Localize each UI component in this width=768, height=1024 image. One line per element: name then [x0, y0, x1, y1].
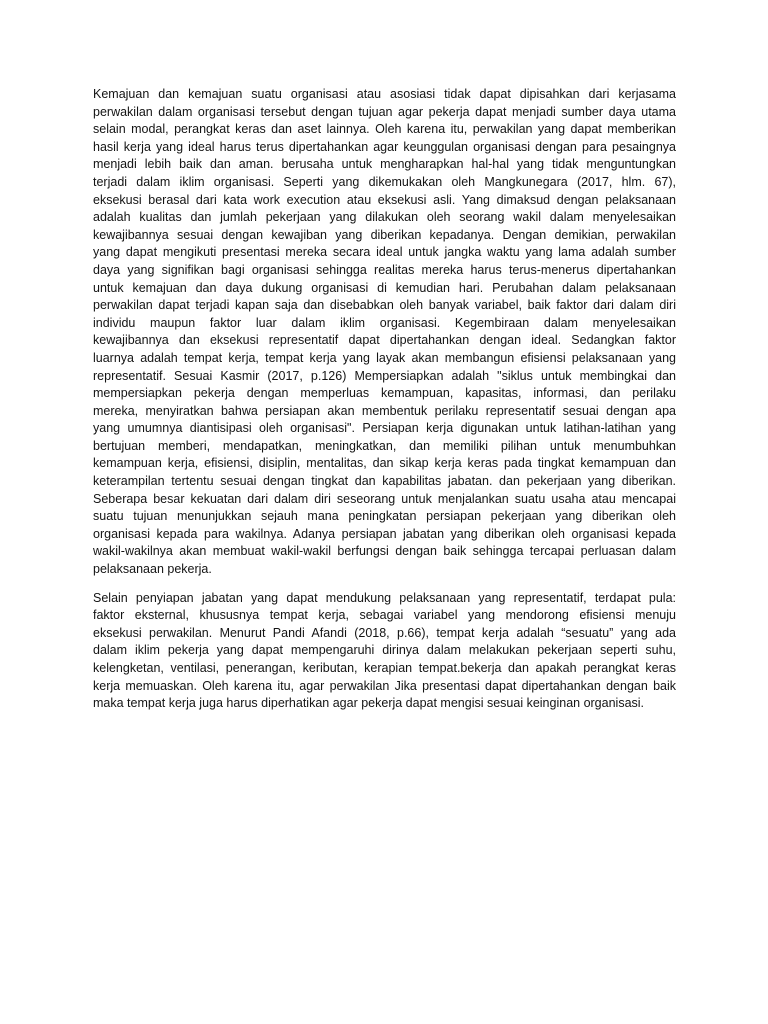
- text-line: pelaksanaan pekerja.: [93, 562, 212, 577]
- text-line: representatif. Sesuai Kasmir (2017, p.126) Mempersiapkan adalah "siklus untuk membingkai dan: [93, 368, 676, 383]
- text-line: adalah kualitas dan jumlah pekerjaan yang dilakukan oleh seorang wakil dalam menyelesaikan: [93, 210, 676, 225]
- paragraph-1: [93, 86, 676, 579]
- text-line: eksekusi perwakilan. Menurut Pandi Afandi (2018, p.66), tempat kerja adalah “sesuatu” yang ada: [93, 625, 676, 640]
- text-line: kewajibannya sesuai dengan kewajiban yang diberikan kepadanya. Dengan demikian, perwakilan: [93, 227, 676, 242]
- text-line: maka tempat kerja juga harus diperhatikan agar pekerja dapat mengisi sesuai keinginan organisasi.: [93, 696, 645, 711]
- text-line: daya yang signifikan bagi organisasi sehingga realitas mereka harus terus-menerus dipertahankan: [93, 262, 676, 277]
- text-line: menjadi lebih baik dan aman. berusaha untuk mengharapkan hal-hal yang tidak menguntungkan: [93, 157, 676, 172]
- text-line: perwakilan dapat terjadi kapan saja dan disebabkan oleh banyak variabel, baik faktor dari dalam diri: [93, 298, 676, 313]
- text-line: yang dapat mengikuti presentasi mereka secara ideal untuk jangka waktu yang lama adalah sumber: [93, 245, 676, 260]
- text-line: organisasi kepada para wakilnya. Adanya persiapan jabatan yang diberikan oleh organisasi kepada: [93, 526, 676, 541]
- text-line: eksekusi berasal dari kata work execution atau eksekusi asli. Yang dimaksud dengan pelaksanaan: [93, 192, 676, 207]
- text-line: kelengketan, ventilasi, penerangan, keributan, kerapian tempat.bekerja dan apakah perangkat keras: [93, 661, 676, 675]
- text-line: untuk kemajuan dan daya dukung organisasi di kemudian hari. Perubahan dalam pelaksanaan: [93, 280, 676, 295]
- text-line: bertujuan memberi, mendapatkan, meningkatkan, dan memiliki pilihan untuk menumbuhkan: [93, 438, 676, 453]
- paragraph-2: [93, 590, 676, 713]
- document-body: [93, 86, 676, 713]
- text-line: dalam iklim pekerja yang dapat mempengaruhi dirinya dalam melakukan pekerjaan seperti suhu,: [93, 643, 676, 658]
- text-line: mempersiapkan pekerja dengan memperluas kemampuan, kapasitas, informasi, dan perilaku: [93, 386, 676, 401]
- text-line: individu maupun faktor luar dalam iklim organisasi. Kegembiraan dalam menyelesaikan: [93, 315, 676, 330]
- text-line: keterampilan tertentu sesuai dengan tingkat dan kapabilitas jabatan. dan pekerjaan yang diberikan.: [93, 474, 676, 489]
- text-line: Kemajuan dan kemajuan suatu organisasi atau asosiasi tidak dapat dipisahkan dari kerjasama: [93, 87, 676, 101]
- text-line: selain modal, perangkat keras dan aset lainnya. Oleh karena itu, perwakilan yang dapat memberikan: [93, 122, 676, 137]
- text-line: luarnya adalah tempat kerja, tempat kerja yang layak akan membangun efisiensi pelaksanaan yang: [93, 350, 676, 365]
- text-line: mereka, menyiratkan bahwa persiapan akan membentuk perilaku representatif sesuai dengan apa: [93, 403, 676, 418]
- text-line: yang umumnya diantisipasi oleh organisasi". Persiapan kerja digunakan untuk latihan-latihan yang: [93, 421, 676, 436]
- text-line: hasil kerja yang ideal harus terus dipertahankan agar keunggulan organisasi dengan para pesaingnya: [93, 139, 676, 154]
- text-line: kewajibannya dan eksekusi representatif dapat dipertahankan dengan ideal. Sedangkan faktor: [93, 333, 676, 348]
- text-line: terjadi dalam iklim organisasi. Seperti yang dikemukakan oleh Mangkunegara (2017, hlm. 67),: [93, 174, 676, 189]
- text-line: kerja memuaskan. Oleh karena itu, agar perwakilan Jika presentasi dapat dipertahankan dengan baik: [93, 678, 676, 693]
- text-line: suatu tujuan menunjukkan sejauh mana peningkatan persiapan pekerjaan yang diberikan oleh: [93, 509, 676, 524]
- text-line: Seberapa besar kekuatan dari dalam diri seseorang untuk menjalankan suatu usaha atau mencapai: [93, 491, 676, 506]
- text-line: perwakilan dalam organisasi tersebut dengan tujuan agar pekerja dapat menjadi sumber daya utama: [93, 104, 676, 119]
- text-line: Selain penyiapan jabatan yang dapat mendukung pelaksanaan yang representatif, terdapat pula:: [93, 590, 676, 605]
- text-line: kemampuan kerja, efisiensi, disiplin, mentalitas, dan sikap kerja keras pada tingkat kemampuan dan: [93, 456, 676, 471]
- text-line: faktor eksternal, khususnya tempat kerja, sebagai variabel yang mendorong efisiensi menuju: [93, 608, 676, 623]
- text-line: wakil-wakilnya akan membuat wakil-wakil berfungsi dengan baik sehingga tercapai perluasan dalam: [93, 544, 676, 559]
